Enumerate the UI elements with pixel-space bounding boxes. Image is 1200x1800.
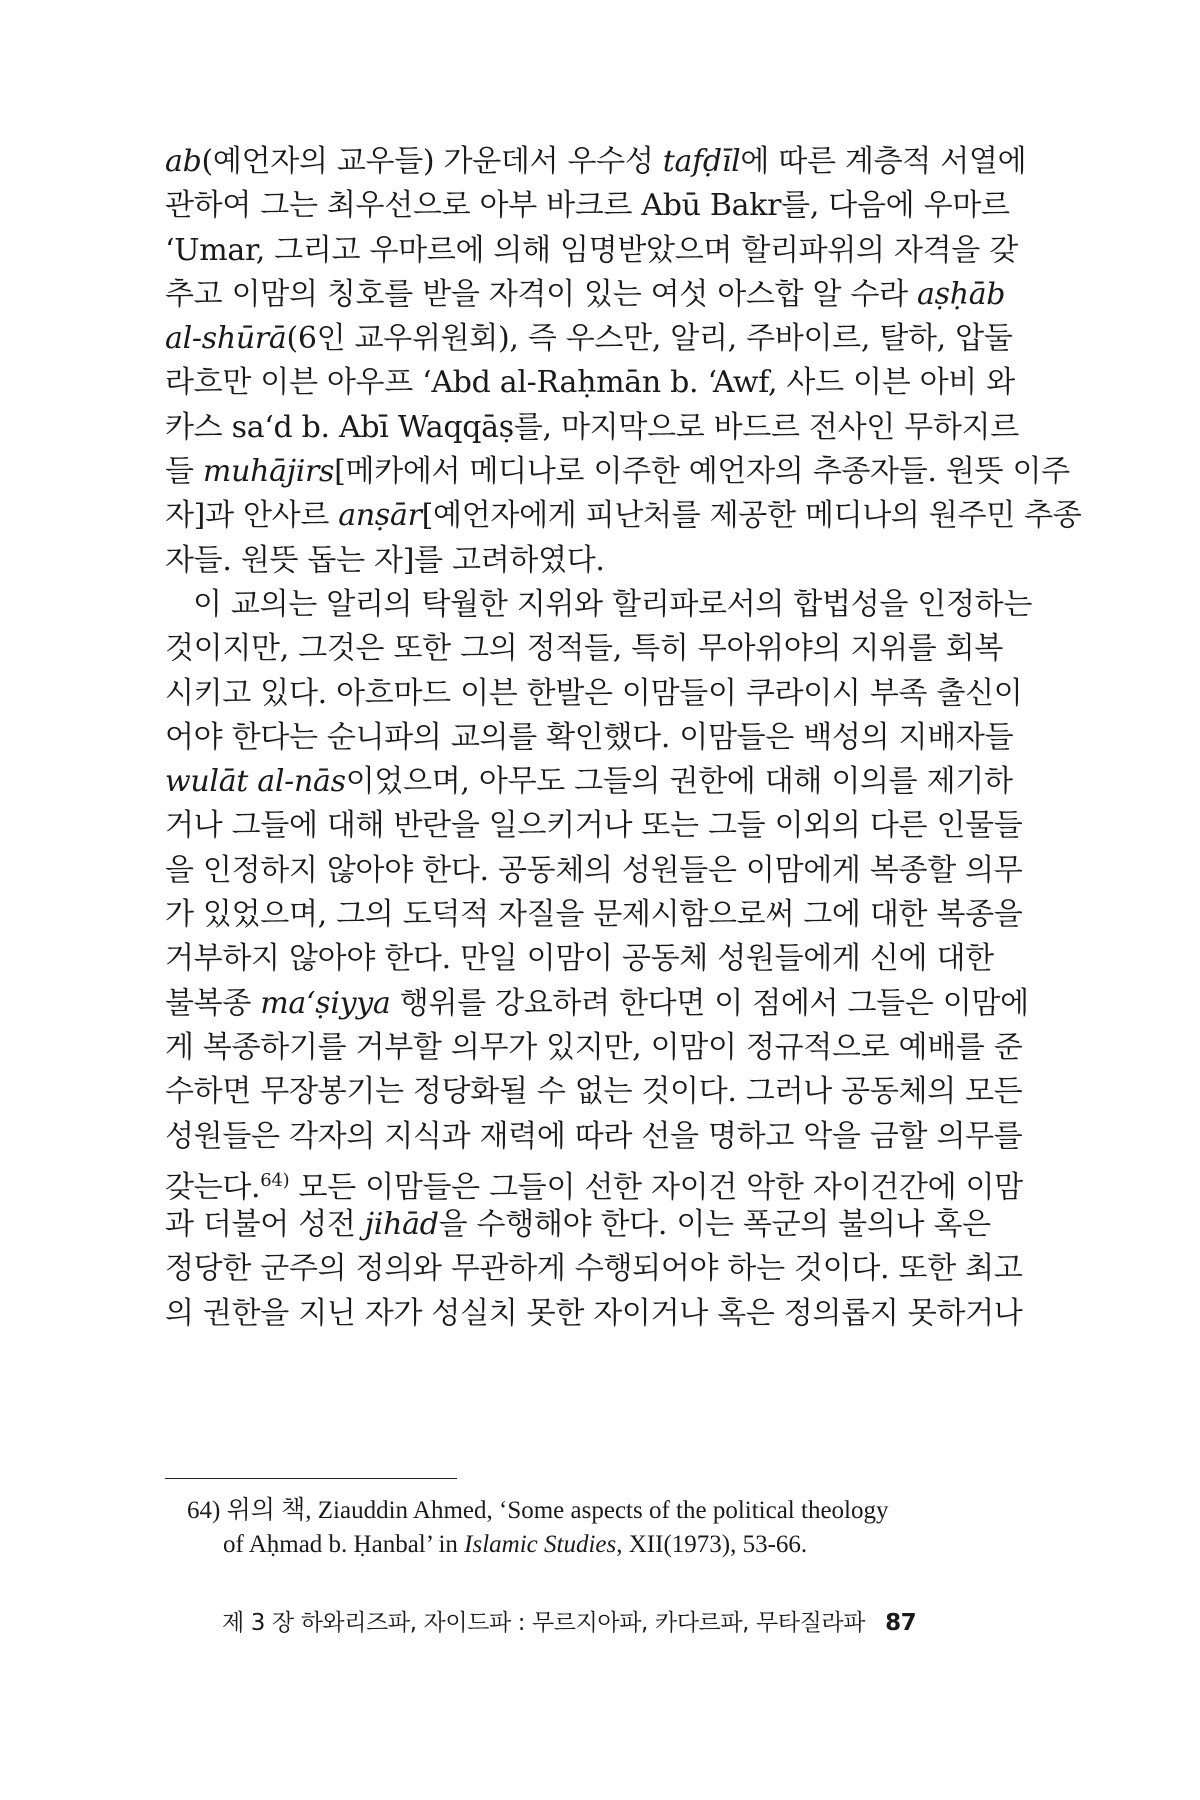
text-line [165,317,1035,361]
footnote-line-2 [187,1528,1037,1562]
text-run: 을 수행해야 한다. 이는 폭군의 불의나 혹은 [438,1207,991,1243]
text-run: 수하면 무장봉기는 정당화될 수 없는 것이다. 그러나 공동체의 모든 [165,1074,1023,1110]
text-run: [메카에서 메디나로 이주한 예언자의 추종자들. 원뜻 이주 [334,454,1070,490]
text-line [165,804,1035,848]
text-line [165,893,1035,937]
running-footer [222,1604,916,1637]
text-line [165,937,1035,981]
text-run: 과 더불어 성전 [165,1207,365,1243]
italic-term: aṣḥāb [917,276,1006,312]
text-run: ‘Umar, 그리고 우마르에 의해 임명받았으며 할리파위의 자격을 갖 [165,232,1018,268]
text-line [165,539,1035,583]
text-line [165,1115,1035,1159]
text-run: 게 복종하기를 거부할 의무가 있지만, 이맘이 정규적으로 예배를 준 [165,1029,1023,1065]
footnote [187,1494,1037,1562]
text-line [165,273,1035,317]
text-line [165,140,1035,184]
text-run: (6인 교우위원회), 즉 우스만, 알리, 주바이르, 탈하, 압둘 [286,321,1013,357]
text-run: 관하여 그는 최우선으로 아부 바크르 Abū Bakr를, 다음에 우마르 [165,188,1010,224]
text-run: 라흐만 이븐 아우프 ‘Abd al-Raḥmān b. ‘Awf, 사드 이븐 아비 와 [165,365,1015,401]
text-line [165,184,1035,228]
footnote-marker: 64) [187,1497,221,1524]
text-run: 거부하지 않아야 한다. 만일 이맘이 공동체 성원들에게 신에 대한 [165,941,994,977]
text-line [165,229,1035,273]
text-run: 의 권한을 지닌 자가 성실치 못한 자이거나 혹은 정의롭지 못하거나 [165,1295,1023,1331]
text-line [165,982,1035,1026]
italic-term: muhājirs [202,454,335,490]
footnote-ref: 64) [260,1169,290,1191]
text-line [165,1292,1035,1336]
text-line [165,406,1035,450]
text-run: 불복종 [165,985,261,1021]
text-run: 에 따른 계층적 서열에 [740,144,1027,179]
text-run: 을 인정하지 않아야 한다. 공동체의 성원들은 이맘에게 복종할 의무 [165,852,1023,888]
page-number: 87 [885,1610,917,1636]
footnote-citation: , XII(1973), 53-66. [616,1531,808,1558]
text-line [165,450,1070,494]
body-text [165,140,1082,1336]
text-line [165,849,1035,893]
text-run: 이었으며, 아무도 그들의 권한에 대해 이의를 제기하 [345,764,1013,800]
journal-title: Islamic Studies [464,1531,617,1558]
footnote-text-cont: of Aḥmad b. Ḥanbal’ in [223,1531,465,1558]
text-run: 들 [165,454,203,490]
text-line [165,760,1035,804]
text-run: 것이지만, 그것은 또한 그의 정적들, 특히 무아위야의 지위를 회복 [165,631,1004,667]
text-run: 자들. 원뜻 돕는 자]를 고려하였다. [165,542,605,578]
text-line [165,1203,1035,1247]
text-line [165,583,1035,627]
text-line [165,1159,1035,1203]
text-line [165,672,1035,716]
text-run: [예언자에게 피난처를 제공한 메디나의 원주민 추종 [421,498,1082,534]
text-line [165,494,1082,538]
text-run: 시키고 있다. 아흐마드 이븐 한발은 이맘들이 쿠라이시 부족 출신이 [165,675,1023,711]
text-run: 자]과 안사르 [165,498,339,534]
text-run: 행위를 강요하려 한다면 이 점에서 그들은 이맘에 [390,985,1029,1021]
text-run: (예언자의 교우들) 가운데서 우수성 [201,144,663,179]
text-run: 어야 한다는 순니파의 교의를 확인했다. 이맘들은 백성의 지배자들 [165,719,1014,755]
text-run: 성원들은 각자의 지식과 재력에 따라 선을 명하고 악을 금할 의무를 [165,1118,1023,1154]
chapter-title: 제 3 장 하와리즈파, 자이드파 : 무르지아파, 카다르파, 무타질라파 [222,1610,866,1636]
italic-term: ma‘ṣiyya [260,985,391,1021]
footnote-line-1 [187,1494,1037,1528]
text-run: 가 있었으며, 그의 도덕적 자질을 문제시함으로써 그에 대한 복종을 [165,897,1023,933]
text-line [165,1070,1035,1114]
footnote-text: 위의 책, Ziauddin Ahmed, ‘Some aspects of the political theology [226,1497,889,1524]
text-line [165,716,1035,760]
italic-term: anṣār [338,498,422,534]
text-run: 카스 sa‘d b. Abī Waqqāṣ를, 마지막으로 바드르 전사인 무하지르 [165,409,1019,445]
text-run: 정당한 군주의 정의와 무관하게 수행되어야 하는 것이다. 또한 최고 [165,1251,1023,1287]
text-line [165,1026,1035,1070]
text-line [165,627,1035,671]
italic-term: ab [165,144,202,179]
text-line [165,1247,1035,1291]
text-run: 이 교의는 알리의 탁월한 지위와 할리파로서의 합법성을 인정하는 [193,586,1033,622]
text-run: 거나 그들에 대해 반란을 일으키거나 또는 그들 이외의 다른 인물들 [165,808,1023,844]
italic-term: tafḍīl [662,144,741,179]
italic-term: al-shūrā [165,321,287,357]
text-line [165,361,1035,405]
italic-term: wulāt al-nās [165,764,346,800]
italic-term: jihād [364,1207,439,1243]
footnote-rule [165,1478,457,1479]
text-run: 모든 이맘들은 그들이 선한 자이건 악한 자이건간에 이맘 [289,1169,1023,1205]
text-run: 추고 이맘의 칭호를 받을 자격이 있는 여섯 아스합 알 수라 [165,276,918,312]
text-run: 갖는다. [165,1169,261,1205]
